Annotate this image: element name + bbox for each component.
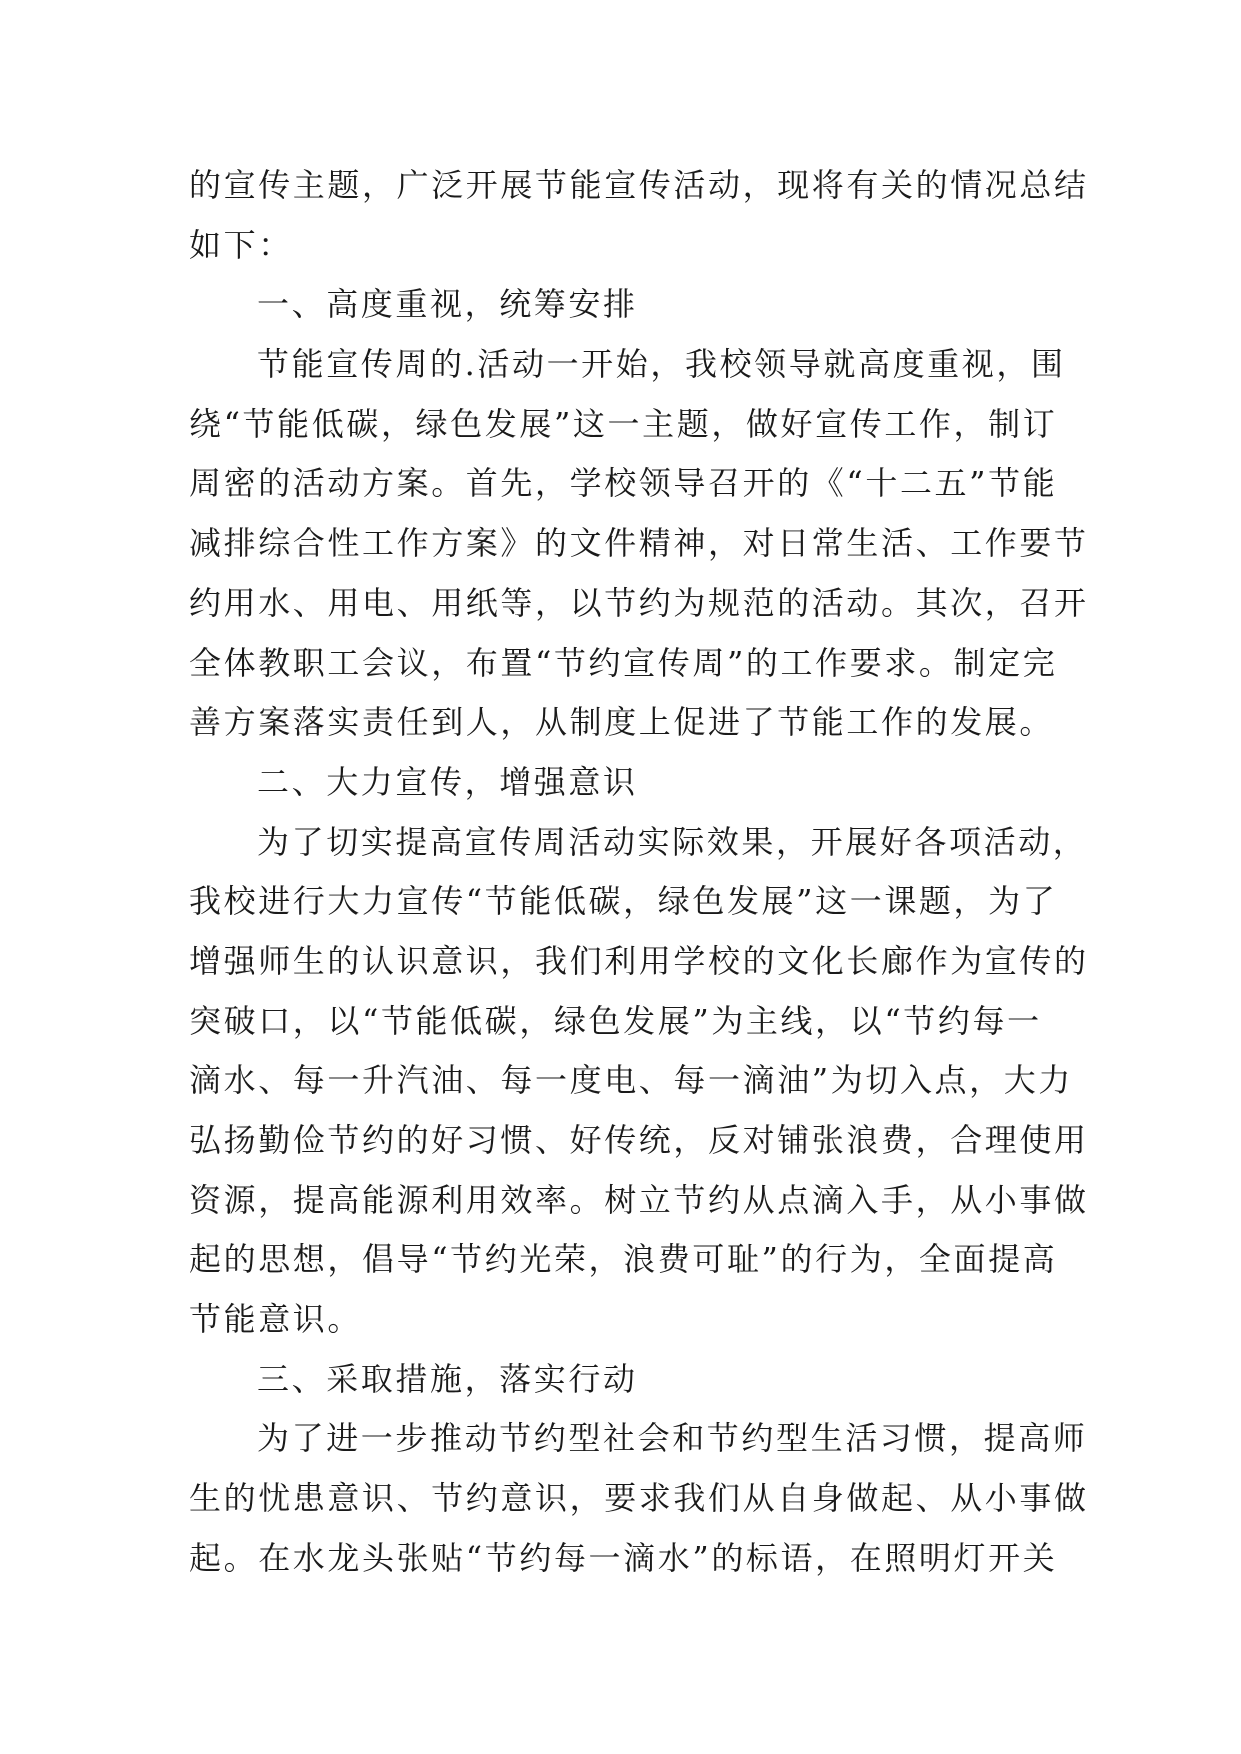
text-line: 减排综合性工作方案》的文件精神，对日常生活、工作要节 xyxy=(189,524,1089,563)
paragraph-start: 为了进一步推动节约型社会和节约型生活习惯，提高师 xyxy=(257,1419,1088,1458)
document-body xyxy=(189,156,1089,1589)
section-heading: 三、采取措施，落实行动 xyxy=(257,1359,638,1398)
text-line: 全体教职工会议，布置“节约宣传周”的工作要求。制定完 xyxy=(189,643,1058,682)
text-line: 节能意识。 xyxy=(189,1300,363,1339)
paragraph-start: 为了切实提高宣传周活动实际效果，开展好各项活动， xyxy=(257,822,1088,861)
text-line: 弘扬勤俭节约的好习惯、好传统，反对铺张浪费，合理使用 xyxy=(189,1121,1089,1159)
text-line: 生的忧患意识、节约意识，要求我们从自身做起、从小事做 xyxy=(189,1479,1089,1518)
section-heading: 一、高度重视，统筹安排 xyxy=(257,285,638,324)
text-line: 增强师生的认识意识，我们利用学校的文化长廊作为宣传的 xyxy=(189,941,1089,980)
text-line: 我校进行大力宣传“节能低碳，绿色发展”这一课题，为了 xyxy=(189,882,1058,921)
text-line: 起。在水龙头张贴“节约每一滴水”的标语，在照明灯开关 xyxy=(189,1538,1058,1577)
text-line: 约用水、用电、用纸等，以节约为规范的活动。其次，召开 xyxy=(189,583,1089,622)
text-line: 善方案落实责任到人，从制度上促进了节能工作的发展。 xyxy=(189,703,1055,742)
paragraph-start: 节能宣传周的.活动一开始，我校领导就高度重视，围 xyxy=(257,345,1066,384)
text-line: 周密的活动方案。首先，学校领导召开的《“十二五”节能 xyxy=(189,464,1058,503)
text-line: 的宣传主题，广泛开展节能宣传活动，现将有关的情况总结 xyxy=(189,166,1089,204)
text-line: 绕“节能低碳，绿色发展”这一主题，做好宣传工作，制订 xyxy=(189,404,1058,443)
text-line: 起的思想，倡导“节约光荣，浪费可耻”的行为，全面提高 xyxy=(189,1240,1058,1279)
text-line: 资源，提高能源利用效率。树立节约从点滴入手，从小事做 xyxy=(189,1180,1089,1219)
section-heading: 二、大力宣传，增强意识 xyxy=(257,762,638,801)
text-line: 滴水、每一升汽油、每一度电、每一滴油”为切入点，大力 xyxy=(189,1061,1073,1100)
text-line: 突破口，以“节能低碳，绿色发展”为主线，以“节约每一 xyxy=(189,1001,1042,1040)
text-line: 如下： xyxy=(189,225,293,264)
